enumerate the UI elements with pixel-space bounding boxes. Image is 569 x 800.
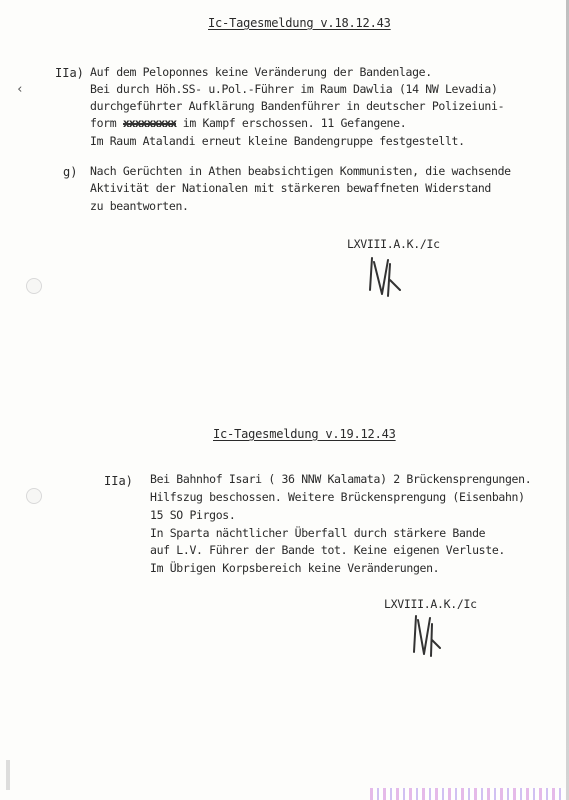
scan-color-strip [370,788,565,800]
report2-iia-line-5: auf L.V. Führer der Bande tot. Keine eigenen Verluste. [150,543,505,557]
punch-hole-bottom [26,488,42,504]
margin-mark: ‹ [16,82,24,97]
report2-iia-line-6: Im Übrigen Korpsbereich keine Veränderungen. [150,561,440,575]
report1-iia-line-3: durchgeführter Aufklärung Bandenführer in deutscher Polizeiuni- [90,99,505,113]
report2-iia-line-4: In Sparta nächtlicher Überfall durch stärkere Bande [150,526,486,540]
report2-iia-line-3: 15 SO Pirgos. [150,508,236,522]
report2-iia-line-1: Bei Bahnhof Isari ( 36 NNW Kalamata) 2 Brückensprengungen. [150,472,532,486]
report1-iia-line-4 [90,115,406,131]
report1-signature [360,250,410,310]
report2-section-iia-marker: IIa) [104,474,133,488]
report1-iia-line-2: Bei durch Höh.SS- u.Pol.-Führer im Raum Dawlia (14 NW Levadia) [90,82,498,96]
report2-iia-line-2: Hilfszug beschossen. Weitere Brückensprengung (Eisenbahn) [150,490,525,504]
report1-iia-line-4-rest: im Kampf erschossen. 11 Gefangene. [182,116,407,130]
report1-g-line-3: zu beantworten. [90,199,189,213]
report1-title: Ic-Tagesmeldung v.18.12.43 [208,16,391,30]
report1-iia-line-5: Im Raum Atalandi erneut kleine Bandengruppe festgestellt. [90,134,465,148]
report2-signature [404,608,454,668]
scan-smudge [6,760,10,790]
struck-out-word: xxxxxxxxx [122,116,177,130]
report1-iia-line-1: Auf dem Peloponnes keine Veränderung der Bandenlage. [90,65,432,79]
report1-g-line-1: Nach Gerüchten in Athen beabsichtigen Kommunisten, die wachsende [90,164,511,178]
report2-title: Ic-Tagesmeldung v.19.12.43 [213,427,396,441]
report1-section-iia-marker: IIa) [55,66,84,80]
report1-g-line-2: Aktivität der Nationalen mit stärkeren bewaffneten Widerstand [90,181,491,195]
report1-section-g-marker: g) [63,165,78,179]
report1-iia-line-4-prefix: form [90,116,117,130]
report2-signoff: LXVIII.A.K./Ic [384,597,477,611]
report1-signoff: LXVIII.A.K./Ic [347,237,440,251]
punch-hole-top [26,278,42,294]
